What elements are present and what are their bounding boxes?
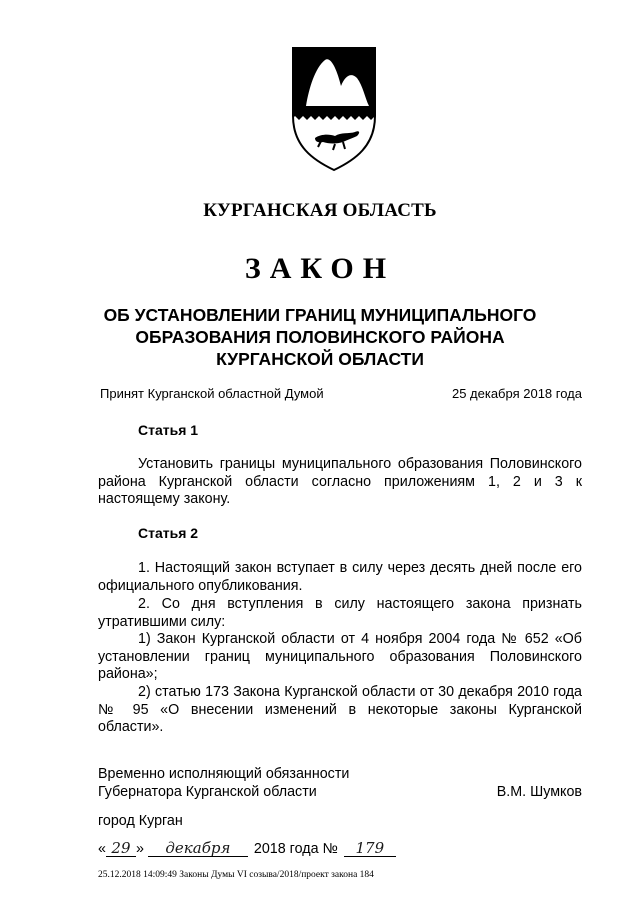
signatory-position-line-2: Губернатора Курганской области <box>98 784 317 800</box>
adoption-row <box>100 386 582 401</box>
article-1-text: Установить границы муниципального образования Половинского района Курганской области согласно приложениям 1, 2 и 3 к настоящему закону. <box>98 456 582 507</box>
open-quote: « <box>98 841 106 857</box>
year-and-number-label: 2018 года № <box>253 841 338 857</box>
coat-of-arms-emblem <box>291 46 377 172</box>
article-2-paragraph-1: 1. Настоящий закон вступает в силу через десять дней после его официального опубликования. <box>98 560 582 594</box>
handwritten-day: 29 <box>106 840 136 857</box>
signatory-name: В.М. Шумков <box>496 784 582 800</box>
handwritten-law-number: 179 <box>344 840 396 857</box>
article-2-paragraph-2: 2. Со дня вступления в силу настоящего закона признать утратившими силу: <box>98 596 582 630</box>
signatory-position-line-1: Временно исполняющий обязанности <box>98 766 350 782</box>
article-2-item-2: 2) статью 173 Закона Курганской области от 30 декабря 2010 года № 95 «О внесении изменений в некоторые законы Курганской области». <box>98 684 582 735</box>
document-title: ЗАКОН <box>244 252 396 285</box>
handwritten-month: декабря <box>148 840 248 857</box>
footer-file-info: 25.12.2018 14:09:49 Законы Думы VI созыва/2018/проект закона 184 <box>98 870 374 880</box>
article-2-heading: Статья 2 <box>138 525 199 541</box>
close-quote: » <box>135 841 144 857</box>
signature-block <box>98 765 582 801</box>
region-name: КУРГАНСКАЯ ОБЛАСТЬ <box>203 200 437 221</box>
signing-place: город Курган <box>98 813 183 829</box>
article-1-heading: Статья 1 <box>138 422 199 438</box>
article-2-item-1: 1) Закон Курганской области от 4 ноября 2004 года № 652 «Об установлении границ муниципального образования Половинского района»; <box>98 631 582 682</box>
law-subject <box>60 304 580 370</box>
subject-line: КУРГАНСКОЙ ОБЛАСТИ <box>216 349 424 369</box>
signing-date-line <box>98 840 396 857</box>
adopted-by: Принят Курганской областной Думой <box>100 386 324 401</box>
adoption-date: 25 декабря 2018 года <box>451 386 582 401</box>
subject-line: ОБРАЗОВАНИЯ ПОЛОВИНСКОГО РАЙОНА <box>135 327 505 347</box>
subject-line: ОБ УСТАНОВЛЕНИИ ГРАНИЦ МУНИЦИПАЛЬНОГО <box>103 305 537 325</box>
